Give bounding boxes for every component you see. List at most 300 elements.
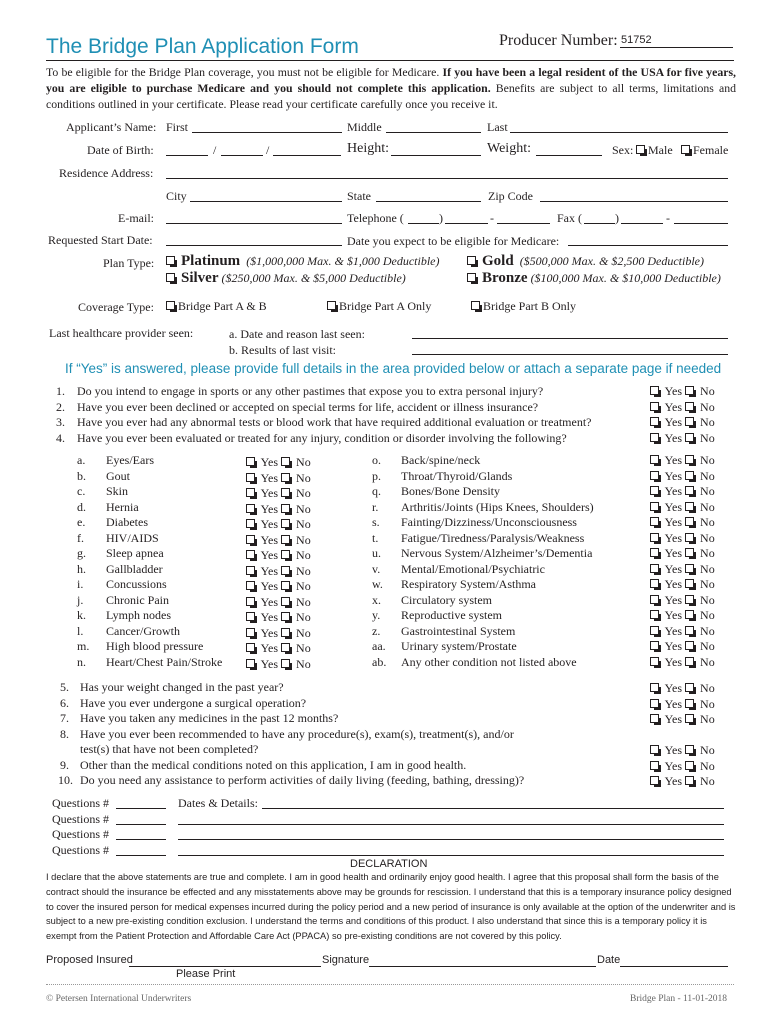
signature-label: Signature — [322, 954, 370, 966]
yes-checkbox[interactable] — [650, 699, 659, 708]
yes-label: Yes — [260, 625, 279, 640]
condition-yes-no — [246, 533, 311, 548]
yes-checkbox[interactable] — [650, 761, 659, 770]
yes-label: Yes — [260, 501, 279, 516]
no-checkbox[interactable] — [685, 455, 694, 464]
yes-checkbox[interactable] — [246, 597, 255, 606]
condition-letter: d. — [77, 499, 86, 514]
no-checkbox[interactable] — [281, 519, 290, 528]
no-checkbox[interactable] — [685, 433, 694, 442]
last-provider-label: Last healthcare provider seen: — [49, 326, 194, 340]
coverage-option-a-b[interactable]: Bridge Part A & B — [166, 299, 267, 314]
questions-number-field[interactable] — [116, 824, 166, 825]
no-label: No — [700, 774, 715, 788]
yes-checkbox[interactable] — [650, 386, 659, 395]
condition-label: Throat/Thyroid/Glands — [401, 468, 513, 483]
no-checkbox[interactable] — [685, 761, 694, 770]
yes-checkbox[interactable] — [650, 402, 659, 411]
email-field[interactable] — [166, 223, 342, 224]
question-yes-no — [650, 697, 715, 712]
no-checkbox[interactable] — [281, 566, 290, 575]
condition-letter: x. — [372, 592, 381, 607]
condition-yes-no — [650, 469, 715, 484]
yes-label: Yes — [664, 561, 683, 576]
question-text: Have you ever had any abnormal tests or blood work that have required additional evaluation or treatment? — [77, 415, 592, 429]
condition-yes-no — [246, 548, 311, 563]
condition-yes-no — [650, 624, 715, 639]
condition-label: Reproductive system — [401, 608, 502, 622]
footer-copyright: © Petersen International Underwriters — [46, 994, 192, 1004]
header-divider — [46, 60, 734, 61]
yes-label: Yes — [260, 594, 279, 609]
bronze-checkbox[interactable] — [467, 273, 476, 282]
yes-checkbox[interactable] — [650, 714, 659, 723]
yes-checkbox[interactable] — [650, 776, 659, 785]
questions-number-label: Questions # — [52, 827, 109, 842]
yes-checkbox[interactable] — [246, 612, 255, 621]
condition-letter: n. — [77, 654, 86, 669]
yes-label: Yes — [664, 696, 683, 711]
no-label: No — [296, 610, 311, 624]
yes-label: Yes — [664, 384, 683, 398]
yes-checkbox[interactable] — [246, 643, 255, 652]
no-label: No — [700, 399, 715, 414]
question-number: 1. — [56, 384, 65, 398]
yes-label: Yes — [260, 455, 279, 469]
no-checkbox[interactable] — [281, 643, 290, 652]
no-checkbox[interactable] — [685, 471, 694, 480]
no-label: No — [296, 656, 311, 671]
yes-label: Yes — [664, 468, 683, 483]
condition-label: Fatigue/Tiredness/Paralysis/Weakness — [401, 530, 585, 545]
yes-checkbox[interactable] — [246, 550, 255, 559]
yes-label: Yes — [664, 577, 683, 591]
yes-label: Yes — [664, 654, 683, 669]
question-2-yes-no — [650, 400, 715, 415]
dates-details-field[interactable] — [178, 855, 724, 856]
no-label: No — [700, 530, 715, 545]
no-label: No — [700, 577, 715, 591]
yes-label: Yes — [664, 758, 683, 773]
no-label: No — [700, 468, 715, 483]
condition-yes-no — [650, 515, 715, 530]
condition-yes-no — [246, 626, 311, 641]
yes-label: Yes — [664, 399, 683, 414]
condition-label: Gout — [106, 468, 130, 483]
coverage-option-a[interactable]: Bridge Part A Only — [327, 299, 431, 314]
no-checkbox[interactable] — [685, 776, 694, 785]
no-label: No — [296, 563, 311, 578]
yes-checkbox[interactable] — [650, 471, 659, 480]
no-checkbox[interactable] — [685, 502, 694, 511]
condition-letter: b. — [77, 468, 86, 483]
yes-label: Yes — [664, 515, 683, 529]
no-checkbox[interactable] — [685, 517, 694, 526]
condition-letter: w. — [372, 577, 383, 591]
question-text: test(s) that have not been completed? — [80, 742, 259, 756]
yes-label: Yes — [664, 608, 683, 622]
signature-date-field[interactable] — [620, 966, 728, 967]
yes-checkbox[interactable] — [650, 626, 659, 635]
condition-letter: y. — [372, 608, 381, 622]
condition-label: High blood pressure — [106, 639, 204, 653]
last-seen-field[interactable] — [412, 338, 728, 339]
no-checkbox[interactable] — [685, 486, 694, 495]
no-checkbox[interactable] — [685, 564, 694, 573]
questions-number-field[interactable] — [116, 839, 166, 840]
yes-checkbox[interactable] — [650, 745, 659, 754]
zip-code-field[interactable] — [540, 201, 728, 202]
no-label: No — [296, 579, 311, 593]
question-text: Have you ever been evaluated or treated for any injury, condition or disorder involving the following? — [77, 430, 567, 445]
question-number: 3. — [56, 415, 65, 429]
telephone-area-field[interactable] — [408, 223, 439, 224]
question-number: 2. — [56, 399, 65, 414]
condition-label: Sleep apnea — [106, 546, 164, 560]
condition-label: Gastrointestinal System — [401, 623, 516, 638]
condition-letter: m. — [77, 639, 90, 653]
condition-yes-no — [650, 453, 715, 468]
intro-paragraph: To be eligible for the Bridge Plan coverage, you must not be eligible for Medicare. If you have been a legal resident of the USA for five years, you are eligible to purchase Medicare and you should not complete this application. Benefits are subject to all terms, limitations and conditions outlined in your certificate. Please read your certificate carefully once you receive it. — [46, 65, 736, 111]
residence-address-label: Residence Address: — [59, 166, 154, 180]
questions-number-field[interactable] — [116, 855, 166, 856]
questions-number-field[interactable] — [116, 808, 166, 809]
first-name-field[interactable] — [192, 132, 342, 133]
platinum-checkbox[interactable] — [166, 256, 175, 265]
proposed-insured-label: Proposed Insured — [46, 954, 133, 966]
dob-day-field[interactable] — [221, 155, 263, 156]
question-number: 4. — [56, 430, 65, 445]
telephone-prefix-field[interactable] — [445, 223, 488, 224]
no-checkbox[interactable] — [281, 535, 290, 544]
no-checkbox[interactable] — [281, 612, 290, 621]
dob-month-field[interactable] — [166, 155, 208, 156]
medicare-eligibility-field[interactable] — [568, 245, 728, 246]
condition-letter: a. — [77, 453, 86, 467]
no-checkbox[interactable] — [685, 579, 694, 588]
yes-checkbox[interactable] — [246, 566, 255, 575]
no-checkbox[interactable] — [281, 659, 290, 668]
last-seen-label: a. Date and reason last seen: — [229, 327, 365, 341]
condition-letter: c. — [77, 484, 86, 498]
condition-label: Arthritis/Joints (Hips Knees, Shoulders) — [401, 499, 594, 514]
condition-letter: e. — [77, 515, 86, 529]
no-checkbox[interactable] — [685, 402, 694, 411]
question-text: Do you need any assistance to perform activities of daily living (feeding, bathing, dressing)? — [80, 773, 525, 787]
yes-checkbox[interactable] — [246, 581, 255, 590]
question-number: 9. — [60, 757, 69, 772]
yes-label: Yes — [664, 530, 683, 545]
condition-label: Lymph nodes — [106, 608, 171, 622]
coverage-a-b-checkbox[interactable] — [166, 301, 175, 310]
condition-yes-no — [650, 562, 715, 577]
dates-details-field[interactable] — [178, 824, 724, 825]
condition-letter: k. — [77, 608, 86, 622]
no-checkbox[interactable] — [281, 473, 290, 482]
condition-letter: t. — [372, 530, 379, 545]
no-label: No — [296, 486, 311, 500]
question-4-yes-no — [650, 431, 715, 446]
weight-field[interactable] — [536, 155, 602, 156]
question-number: 5. — [60, 680, 69, 694]
fax-prefix-field[interactable] — [621, 223, 663, 224]
no-label: No — [700, 608, 715, 622]
plan-option-platinum[interactable]: Platinum ($1,000,000 Max. & $1,000 Deductible) — [166, 253, 439, 270]
yes-checkbox[interactable] — [650, 455, 659, 464]
condition-yes-no — [650, 546, 715, 561]
condition-label: Fainting/Dizziness/Unconsciousness — [401, 515, 577, 529]
condition-letter: u. — [372, 546, 381, 560]
yes-checkbox[interactable] — [650, 533, 659, 542]
condition-label: Urinary system/Prostate — [401, 639, 517, 653]
no-label: No — [296, 625, 311, 640]
residence-address-field[interactable] — [166, 178, 728, 179]
yes-checkbox[interactable] — [650, 579, 659, 588]
question-number: 7. — [60, 711, 69, 725]
no-checkbox[interactable] — [281, 488, 290, 497]
condition-yes-no — [650, 655, 715, 670]
yes-checkbox[interactable] — [650, 486, 659, 495]
requested-start-date-field[interactable] — [166, 245, 342, 246]
condition-label: Cancer/Growth — [106, 623, 180, 638]
question-number: 8. — [60, 726, 69, 741]
condition-yes-no — [246, 486, 311, 501]
yes-checkbox[interactable] — [650, 595, 659, 604]
signature-field[interactable] — [369, 966, 596, 967]
yes-checkbox[interactable] — [650, 610, 659, 619]
question-number: 6. — [60, 695, 69, 710]
sex-female-option[interactable]: Female — [681, 143, 728, 158]
yes-checkbox[interactable] — [246, 535, 255, 544]
question-yes-no — [650, 681, 715, 696]
fax-line-field[interactable] — [674, 223, 728, 224]
no-checkbox[interactable] — [685, 610, 694, 619]
yes-checkbox[interactable] — [650, 502, 659, 511]
weight-label: Weight: — [487, 141, 531, 156]
question-text: Has your weight changed in the past year? — [80, 680, 284, 694]
condition-label: Chronic Pain — [106, 592, 169, 607]
no-checkbox[interactable] — [281, 597, 290, 606]
condition-letter: aa. — [372, 639, 386, 653]
question-text: Have you taken any medicines in the past 12 months? — [80, 711, 339, 725]
no-checkbox[interactable] — [685, 386, 694, 395]
yes-checkbox[interactable] — [650, 433, 659, 442]
no-label: No — [296, 517, 311, 531]
yes-checkbox[interactable] — [650, 641, 659, 650]
question-yes-no — [650, 743, 715, 758]
declaration-title: DECLARATION — [350, 858, 428, 870]
yes-checkbox[interactable] — [246, 457, 255, 466]
condition-letter: ab. — [372, 654, 387, 669]
yes-label: Yes — [664, 499, 683, 514]
dob-year-field[interactable] — [273, 155, 341, 156]
no-checkbox[interactable] — [685, 595, 694, 604]
no-checkbox[interactable] — [685, 745, 694, 754]
condition-yes-no — [650, 608, 715, 623]
sex-label: Sex: — [612, 143, 634, 157]
no-checkbox[interactable] — [685, 714, 694, 723]
no-label: No — [700, 758, 715, 773]
no-label: No — [700, 592, 715, 607]
yes-checkbox[interactable] — [246, 519, 255, 528]
condition-letter: f. — [77, 530, 84, 545]
no-checkbox[interactable] — [685, 699, 694, 708]
plan-option-silver[interactable]: Silver ($250,000 Max. & $5,000 Deductible) — [166, 270, 406, 287]
coverage-b-checkbox[interactable] — [471, 301, 480, 310]
middle-name-field[interactable] — [386, 132, 481, 133]
no-checkbox[interactable] — [685, 657, 694, 666]
yes-label: Yes — [664, 484, 683, 498]
producer-number-label: Producer Number: — [499, 32, 618, 49]
condition-label: Bones/Bone Density — [401, 484, 500, 498]
no-checkbox[interactable] — [685, 626, 694, 635]
yes-label: Yes — [260, 656, 279, 671]
yes-checkbox[interactable] — [650, 683, 659, 692]
yes-checkbox[interactable] — [650, 548, 659, 557]
yes-label: Yes — [260, 548, 279, 562]
questions-number-label: Questions # — [52, 811, 109, 826]
yes-checkbox[interactable] — [650, 564, 659, 573]
state-label: State — [347, 189, 371, 203]
no-label: No — [700, 499, 715, 514]
no-label: No — [700, 654, 715, 669]
date-label: Date — [597, 954, 621, 966]
condition-label: Mental/Emotional/Psychiatric — [401, 561, 545, 576]
telephone-label: Telephone ( — [347, 211, 404, 225]
condition-letter: v. — [372, 561, 381, 576]
proposed-insured-field[interactable] — [129, 966, 321, 967]
condition-yes-no — [246, 641, 311, 656]
telephone-paren: ) — [439, 211, 443, 225]
yes-label: Yes — [664, 712, 683, 726]
plan-option-bronze[interactable]: Bronze ($100,000 Max. & $10,000 Deductible) — [467, 270, 721, 287]
no-label: No — [700, 561, 715, 576]
no-checkbox[interactable] — [685, 548, 694, 557]
city-field[interactable] — [190, 201, 342, 202]
fax-label: Fax ( — [557, 211, 582, 225]
yes-checkbox[interactable] — [650, 657, 659, 666]
no-label: No — [700, 639, 715, 653]
no-label: No — [700, 384, 715, 398]
condition-yes-no — [246, 579, 311, 594]
condition-label: Gallbladder — [106, 561, 163, 576]
female-checkbox[interactable] — [681, 145, 690, 154]
no-checkbox[interactable] — [685, 683, 694, 692]
yes-checkbox[interactable] — [246, 628, 255, 637]
coverage-a-checkbox[interactable] — [327, 301, 336, 310]
condition-label: Hernia — [106, 499, 139, 514]
last-visit-results-field[interactable] — [412, 354, 728, 355]
no-label: No — [296, 548, 311, 562]
yes-label: Yes — [260, 641, 279, 655]
no-checkbox[interactable] — [281, 550, 290, 559]
last-name-label: Last — [487, 120, 508, 134]
no-label: No — [700, 415, 715, 429]
no-label: No — [700, 712, 715, 726]
yes-label: Yes — [664, 546, 683, 560]
last-name-field[interactable] — [510, 132, 728, 133]
no-checkbox[interactable] — [281, 581, 290, 590]
condition-label: Concussions — [106, 577, 167, 591]
fax-area-field[interactable] — [584, 223, 615, 224]
no-label: No — [296, 594, 311, 609]
no-label: No — [700, 743, 715, 757]
no-label: No — [296, 470, 311, 485]
yes-checkbox[interactable] — [246, 504, 255, 513]
no-checkbox[interactable] — [685, 533, 694, 542]
condition-letter: p. — [372, 468, 381, 483]
sex-male-option[interactable]: Male — [636, 143, 673, 158]
condition-yes-no — [650, 484, 715, 499]
no-checkbox[interactable] — [281, 628, 290, 637]
question-yes-no — [650, 774, 715, 789]
yes-checkbox[interactable] — [246, 473, 255, 482]
yes-label: Yes — [260, 579, 279, 593]
condition-letter: j. — [77, 592, 84, 607]
no-checkbox[interactable] — [281, 504, 290, 513]
telephone-line-field[interactable] — [497, 223, 550, 224]
gold-checkbox[interactable] — [467, 256, 476, 265]
fax-paren: ) — [615, 211, 619, 225]
condition-letter: l. — [77, 623, 84, 638]
producer-number-value[interactable]: 51752 — [621, 34, 652, 46]
fax-dash: - — [666, 211, 670, 225]
no-label: No — [296, 455, 311, 469]
height-field[interactable] — [391, 155, 481, 156]
condition-yes-no — [650, 593, 715, 608]
no-checkbox[interactable] — [281, 457, 290, 466]
dob-slash-2: / — [266, 143, 270, 157]
questions-number-label: Questions # — [52, 843, 109, 858]
yes-checkbox[interactable] — [650, 417, 659, 426]
dates-details-field[interactable] — [178, 839, 724, 840]
coverage-option-b[interactable]: Bridge Part B Only — [471, 299, 576, 314]
silver-checkbox[interactable] — [166, 273, 175, 282]
condition-yes-no — [650, 531, 715, 546]
no-label: No — [700, 696, 715, 711]
dates-details-field[interactable] — [262, 808, 724, 809]
yes-checkbox[interactable] — [246, 659, 255, 668]
medicare-eligibility-label: Date you expect to be eligible for Medicare: — [347, 234, 560, 248]
yes-label: Yes — [664, 592, 683, 607]
question-1-yes-no — [650, 384, 715, 399]
no-label: No — [700, 681, 715, 695]
no-checkbox[interactable] — [685, 417, 694, 426]
condition-yes-no — [246, 502, 311, 517]
form-title: The Bridge Plan Application Form — [46, 35, 359, 58]
condition-yes-no — [246, 517, 311, 532]
state-field[interactable] — [376, 201, 481, 202]
yes-checkbox[interactable] — [246, 488, 255, 497]
condition-letter: i. — [77, 577, 84, 591]
male-checkbox[interactable] — [636, 145, 645, 154]
yes-label: Yes — [664, 681, 683, 695]
middle-name-label: Middle — [347, 120, 382, 134]
no-checkbox[interactable] — [685, 641, 694, 650]
yes-checkbox[interactable] — [650, 517, 659, 526]
question-3-yes-no — [650, 415, 715, 430]
condition-label: Back/spine/neck — [401, 453, 481, 467]
coverage-type-label: Coverage Type: — [78, 300, 154, 314]
condition-label: Heart/Chest Pain/Stroke — [106, 654, 223, 669]
plan-type-label: Plan Type: — [103, 256, 155, 270]
condition-letter: z. — [372, 623, 381, 638]
dob-slash-1: / — [213, 143, 217, 157]
applicant-name-label: Applicant’s Name: — [66, 120, 157, 134]
condition-yes-no — [650, 639, 715, 654]
plan-option-gold[interactable]: Gold ($500,000 Max. & $2,500 Deductible) — [467, 253, 704, 270]
no-label: No — [700, 546, 715, 560]
